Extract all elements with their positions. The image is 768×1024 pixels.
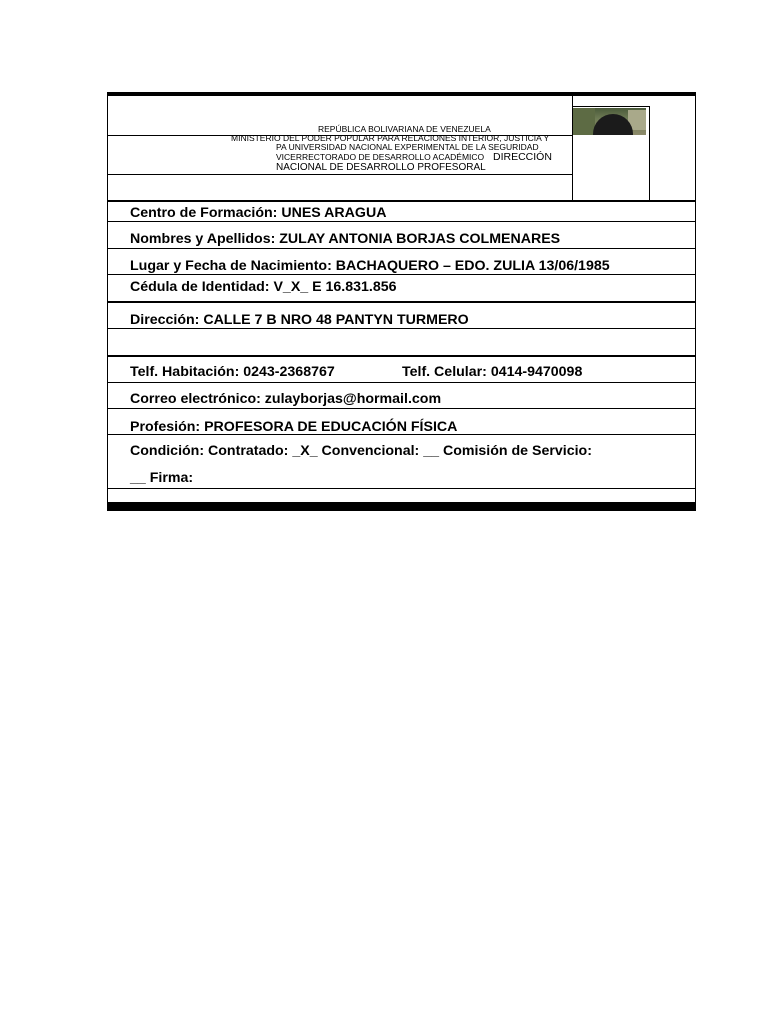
firma: __ Firma: <box>130 470 194 486</box>
photo-frame-right <box>649 106 650 201</box>
header-ministry: MINISTERIO DEL PODER POPULAR PARA RELACIONES INTERIOR, JUSTICIA Y <box>231 133 550 143</box>
divider <box>108 408 695 409</box>
header-nacional: NACIONAL DE DESARROLLO PROFESORAL <box>276 162 486 173</box>
correo-electronico: Correo electrónico: zulayborjas@hormail.com <box>130 391 442 407</box>
divider <box>108 248 695 249</box>
header-university: PA UNIVERSIDAD NACIONAL EXPERIMENTAL DE LA SEGURIDAD <box>276 142 539 152</box>
photo-frame-top <box>572 106 650 107</box>
registration-form <box>107 92 696 511</box>
profesion: Profesión: PROFESORA DE EDUCACIÓN FÍSICA <box>130 419 458 435</box>
direccion: Dirección: CALLE 7 B NRO 48 PANTYN TURMERO <box>130 312 469 328</box>
header-vicerrectorado: VICERRECTORADO DE DESARROLLO ACADÉMICO <box>276 152 485 162</box>
lugar-fecha-nacimiento: Lugar y Fecha de Nacimiento: BACHAQUERO – EDO. ZULIA 13/06/1985 <box>130 258 610 274</box>
divider <box>108 174 573 175</box>
nombres-apellidos: Nombres y Apellidos: ZULAY ANTONIA BORJAS COLMENARES <box>130 231 561 247</box>
divider <box>108 382 695 383</box>
condicion: Condición: Contratado: _X_ Convencional: __ Comisión de Servicio: <box>130 443 592 459</box>
header-republic: REPÚBLICA BOLIVARIANA DE VENEZUELA <box>318 124 491 134</box>
bottom-border <box>107 502 696 511</box>
divider <box>108 488 695 489</box>
header-direccion: DIRECCIÓN <box>493 151 552 163</box>
student-photo <box>573 108 646 135</box>
telefono-habitacion: Telf. Habitación: 0243-2368767 <box>130 364 335 380</box>
centro-formacion: Centro de Formación: UNES ARAGUA <box>130 205 387 221</box>
divider <box>108 355 695 357</box>
top-border <box>107 92 696 96</box>
cedula-identidad: Cédula de Identidad: V_X_ E 16.831.856 <box>130 279 397 295</box>
divider <box>108 200 695 202</box>
telefono-celular: Telf. Celular: 0414-9470098 <box>402 364 583 380</box>
divider <box>108 301 695 303</box>
